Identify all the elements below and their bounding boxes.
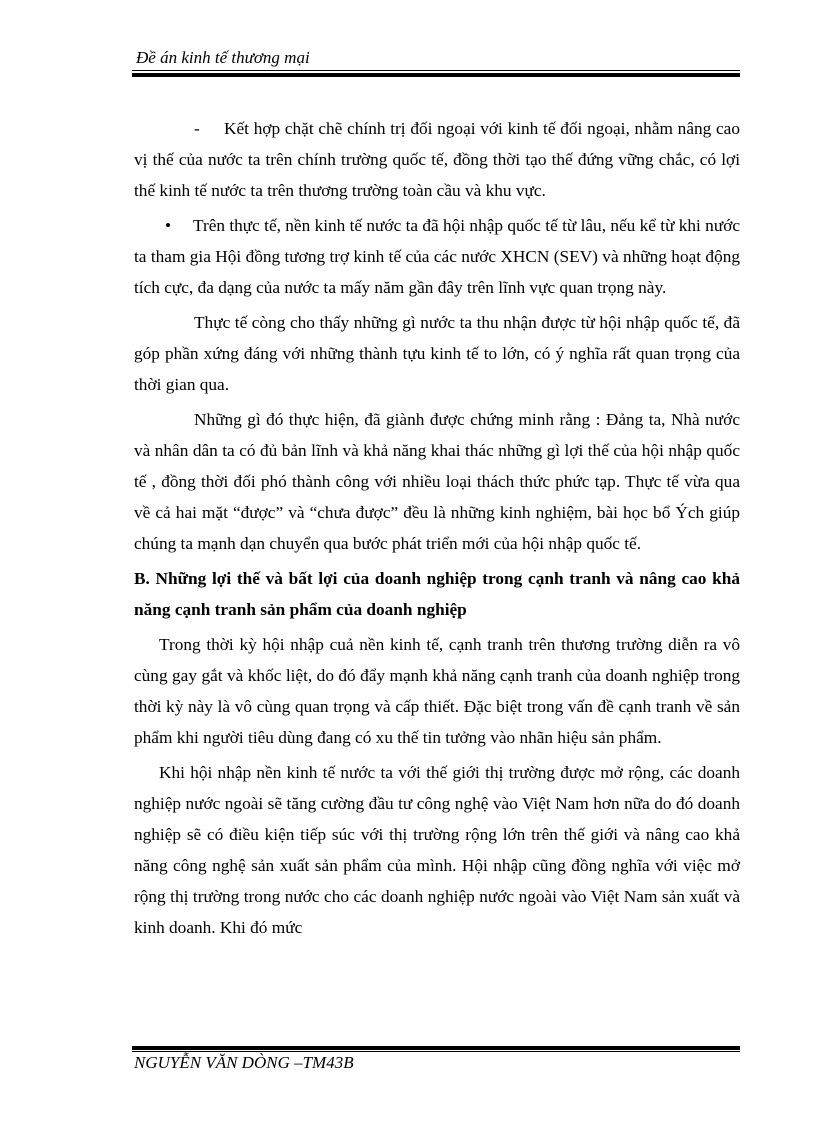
header-rule-thin [132, 70, 740, 71]
paragraph-bullet [134, 210, 740, 303]
section-heading: B. Những lợi thế và bất lợi của doanh nghiệp trong cạnh tranh và nâng cao khả năng cạnh tranh sản phẩm của doanh nghiệp [134, 569, 740, 619]
paragraph: Những gì đó thực hiện, đã giành được chứng minh rằng : Đảng ta, Nhà nước và nhân dân ta có đủ bản lĩnh và khả năng khai thác những gì lợi thế của hội nhập quốc tế , đồng thời đối phó thành công với nhiều loại thách thức phức tạp. Thực tế vừa qua về cả hai mặt “được” và “chưa được” đều là những kinh nghiệm, bài học bổ Ých giúp chúng ta mạnh dạn chuyển qua bước phát triển mới của hội nhập quốc tế. [134, 410, 740, 553]
document-body [134, 113, 740, 947]
paragraph-dash [134, 113, 740, 206]
header-rule-thick [132, 73, 740, 77]
footer-rule-thin [132, 1051, 740, 1052]
paragraph: Trong thời kỳ hội nhập cuả nền kinh tế, cạnh tranh trên thương trường diễn ra vô cùng gay gắt và khốc liệt, do đó đẩy mạnh khả năng cạnh tranh của doanh nghiệp trong thời kỳ này là vô cùng quan trọng và cấp thiết. Đặc biệt trong vấn đề cạnh tranh về sản phẩm khi người tiêu dùng đang có xu thế tin tưởng vào nhãn hiệu sản phẩm. [134, 635, 740, 747]
header-title: Đề án kinh tế thương mại [136, 48, 310, 67]
paragraph: Khi hội nhập nền kinh tế nước ta với thế giới thị trường được mở rộng, các doanh nghiệp nước ngoài sẽ tăng cường đầu tư công nghệ vào Việt Nam hơn nữa do đó doanh nghiệp sẽ có điều kiện tiếp súc với thị trường rộng lớn trên thế giới và nâng cao khả năng công nghệ sản xuất sản phẩm của mình. Hội nhập cũng đồng nghĩa với việc mở rộng thị trường trong nước cho các doanh nghiệp nước ngoài vào Việt Nam sản xuất và kinh doanh. Khi đó mức [134, 763, 740, 937]
bullet-icon: • [165, 216, 172, 235]
footer-rule-thick [132, 1046, 740, 1050]
dash-marker: - [194, 119, 200, 138]
paragraph: Thực tế còng cho thấy những gì nước ta thu nhận được từ hội nhập quốc tế, đã góp phần xứng đáng với những thành tựu kinh tế to lớn, có ý nghĩa rất quan trọng của thời gian qua. [134, 313, 740, 394]
footer-author: NGUYỄN VĂN DÒNG –TM43B [134, 1053, 354, 1072]
paragraph-text: Kết hợp chặt chẽ chính trị đối ngoại với kinh tế đối ngoại, nhằm nâng cao vị thế của nước ta trên chính trường quốc tế, đồng thời tạo thế đứng vững chắc, có lợi thế kinh tế nước ta trên thương trường toàn cầu và khu vực. [134, 119, 740, 200]
paragraph-text: Trên thực tế, nền kinh tế nước ta đã hội nhập quốc tế từ lâu, nếu kể từ khi nước ta tham gia Hội đồng tương trợ kinh tế của các nước XHCN (SEV) và những hoạt động tích cực, đa dạng của nước ta mấy năm gần đây trên lĩnh vực quan trọng này. [134, 216, 740, 297]
